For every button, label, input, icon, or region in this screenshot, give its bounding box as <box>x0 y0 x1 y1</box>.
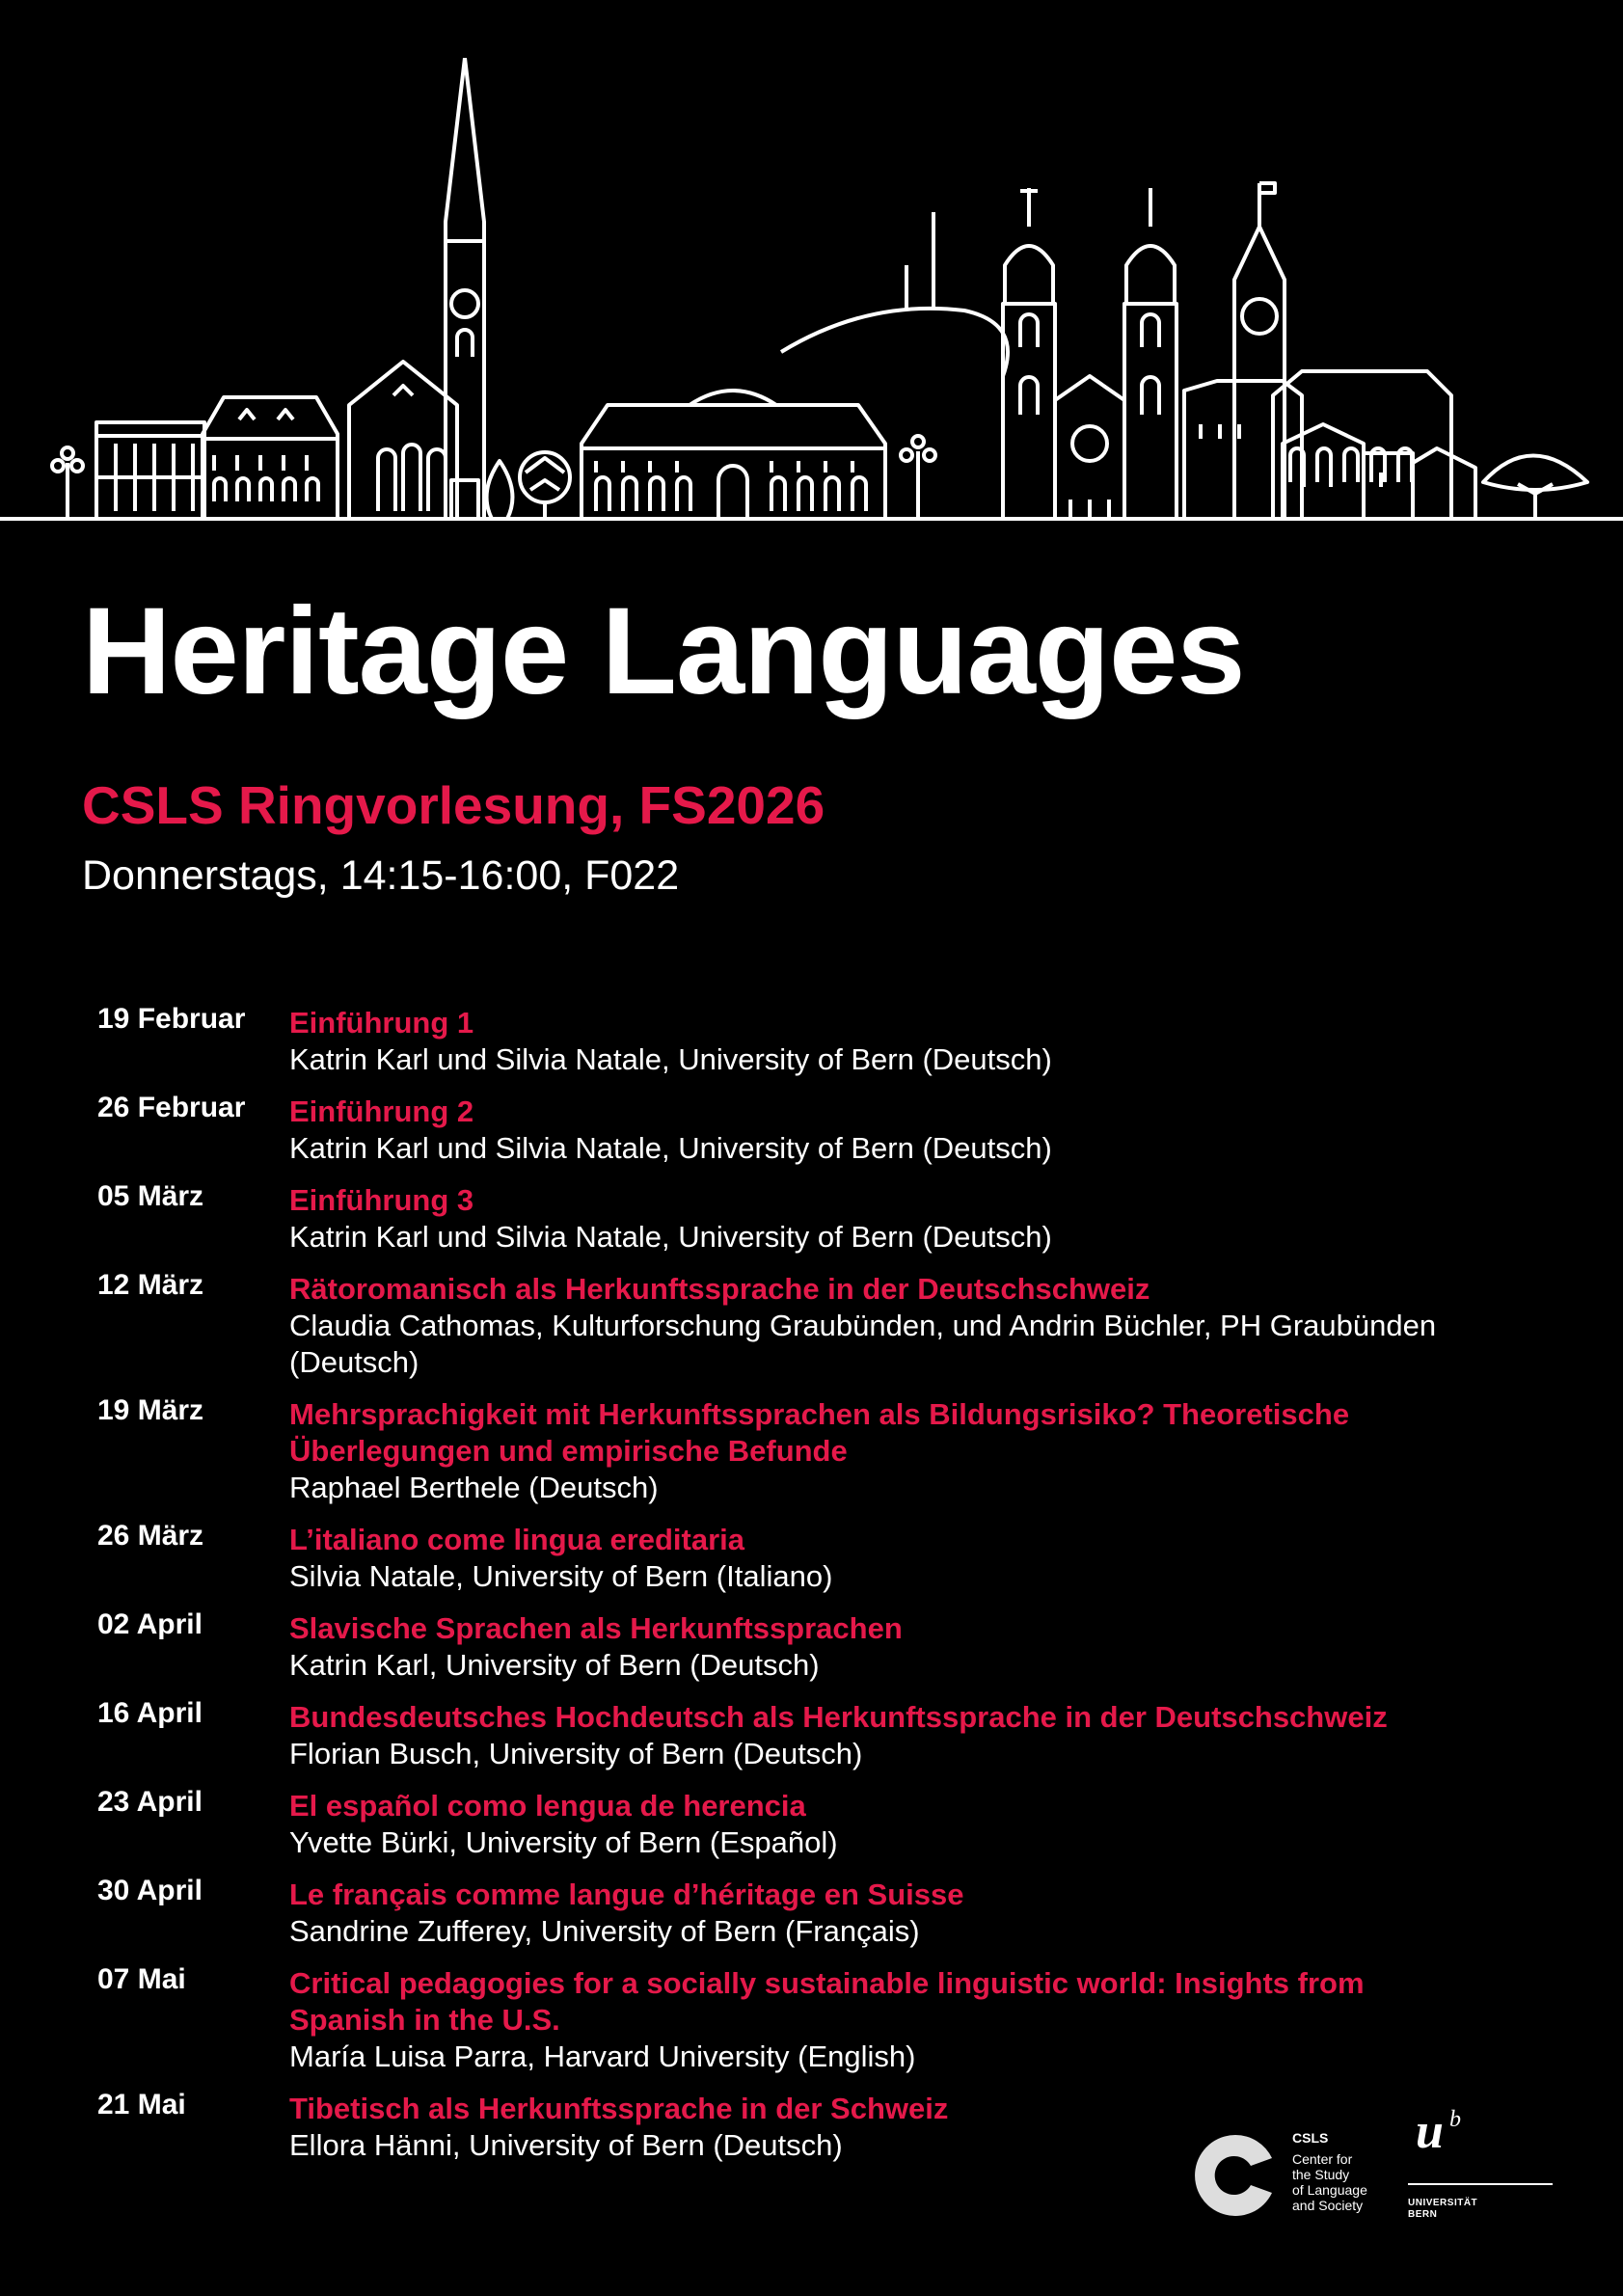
session-title: Le français comme langue d’héritage en Suisse <box>289 1877 964 1911</box>
session-title: Rätoromanisch als Herkunftssprache in der Deutschschweiz <box>289 1272 1150 1306</box>
session-title: Einführung 2 <box>289 1094 474 1128</box>
session-date: 19 Februar <box>97 1003 246 1035</box>
hill-icon <box>781 212 1008 376</box>
building-icon <box>203 397 338 519</box>
session-row <box>97 1518 1486 1595</box>
session-title: Mehrsprachigkeit mit Herkunftssprachen als Bildungsrisiko? Theoretische Überlegungen und empirische Befunde <box>289 1397 1350 1468</box>
session-title: Critical pedagogies for a socially sustainable linguistic world: Insights from Spanish in the U.S. <box>289 1966 1365 2037</box>
csls-line: and Society <box>1292 2198 1364 2213</box>
session-row <box>97 1873 1486 1950</box>
session-date: 16 April <box>97 1697 203 1729</box>
session-row <box>97 1784 1486 1861</box>
session-date: 07 Mai <box>97 1963 186 1995</box>
building-icon <box>1184 371 1475 519</box>
session-date: 26 März <box>97 1520 204 1552</box>
session-title: Tibetisch als Herkunftssprache in der Schweiz <box>289 2092 949 2125</box>
session-row <box>97 1090 1486 1167</box>
lecture-series-subtitle: CSLS Ringvorlesung, FS2026 <box>82 775 825 835</box>
unibe-sup: b <box>1449 2107 1461 2132</box>
street-lamp-icon <box>52 447 83 519</box>
csls-abbr: CSLS <box>1292 2130 1329 2146</box>
session-date: 19 März <box>97 1394 204 1426</box>
session-speaker: Sandrine Zufferey, University of Bern (Français) <box>289 1914 920 1948</box>
unibe-name <box>1408 2198 1477 2221</box>
tree-icon <box>1483 456 1587 520</box>
session-title: El español como lengua de herencia <box>289 1789 806 1823</box>
church-tower-icon <box>1003 188 1177 519</box>
session-date: 21 Mai <box>97 2089 186 2120</box>
session-title: Bundesdeutsches Hochdeutsch als Herkunftssprache in der Deutschschweiz <box>289 1700 1388 1734</box>
csls-line: Center for <box>1292 2151 1353 2167</box>
session-speaker: Raphael Berthele (Deutsch) <box>289 1471 659 1504</box>
building-icon <box>582 391 885 519</box>
session-date: 12 März <box>97 1269 204 1301</box>
unibe-mark: u <box>1416 2104 1444 2159</box>
footer-logos <box>1191 2104 1557 2232</box>
city-skyline-illustration <box>0 58 1623 530</box>
building-icon <box>96 422 204 519</box>
session-row <box>97 1001 1486 1078</box>
session-row <box>97 1695 1486 1772</box>
session-speaker: Ellora Hänni, University of Bern (Deutsch) <box>289 2128 843 2162</box>
street-lamp-icon <box>901 436 935 519</box>
unibe-line: UNIVERSITÄT <box>1408 2198 1478 2208</box>
session-date: 30 April <box>97 1875 203 1906</box>
session-row <box>97 1267 1486 1381</box>
session-row <box>97 1178 1486 1256</box>
session-speaker: Florian Busch, University of Bern (Deutsch) <box>289 1737 863 1770</box>
csls-line: the Study <box>1292 2167 1350 2182</box>
session-row <box>97 1607 1486 1684</box>
building-icon <box>349 362 457 519</box>
session-speaker: Yvette Bürki, University of Bern (Español) <box>289 1825 838 1859</box>
session-title: Einführung 3 <box>289 1183 474 1217</box>
session-title: L’italiano come lingua ereditaria <box>289 1523 745 1556</box>
tree-icon <box>520 452 570 519</box>
csls-line: of Language <box>1292 2182 1367 2198</box>
session-speaker: Silvia Natale, University of Bern (Italiano) <box>289 1559 833 1593</box>
session-speaker: Katrin Karl und Silvia Natale, University of Bern (Deutsch) <box>289 1042 1052 1076</box>
session-date: 23 April <box>97 1786 203 1818</box>
page-title: Heritage Languages <box>82 582 1245 720</box>
session-row <box>97 1392 1486 1506</box>
session-speaker: Katrin Karl und Silvia Natale, University of Bern (Deutsch) <box>289 1220 1052 1254</box>
session-title: Einführung 1 <box>289 1006 474 1040</box>
csls-logo-icon <box>1191 2131 1280 2220</box>
unibe-line: BERN <box>1408 2209 1438 2220</box>
clock-tower-icon <box>1234 183 1285 519</box>
session-speaker: Katrin Karl und Silvia Natale, University of Bern (Deutsch) <box>289 1131 1052 1165</box>
session-speaker: Katrin Karl, University of Bern (Deutsch) <box>289 1648 820 1682</box>
divider <box>1408 2183 1553 2185</box>
university-bern-logo <box>1408 2104 1553 2228</box>
session-date: 02 April <box>97 1608 203 1640</box>
schedule-info: Donnerstags, 14:15-16:00, F022 <box>82 852 680 899</box>
csls-logo-text <box>1292 2130 1367 2213</box>
session-date: 05 März <box>97 1180 204 1212</box>
session-speaker: María Luisa Parra, Harvard University (English) <box>289 2039 916 2073</box>
session-date: 26 Februar <box>97 1092 246 1123</box>
session-title: Slavische Sprachen als Herkunftssprachen <box>289 1611 903 1645</box>
session-list <box>97 1001 1486 2175</box>
session-speaker: Claudia Cathomas, Kulturforschung Graubünden, und Andrin Büchler, PH Graubünden (Deutsch) <box>289 1309 1437 1379</box>
session-row <box>97 1961 1486 2075</box>
